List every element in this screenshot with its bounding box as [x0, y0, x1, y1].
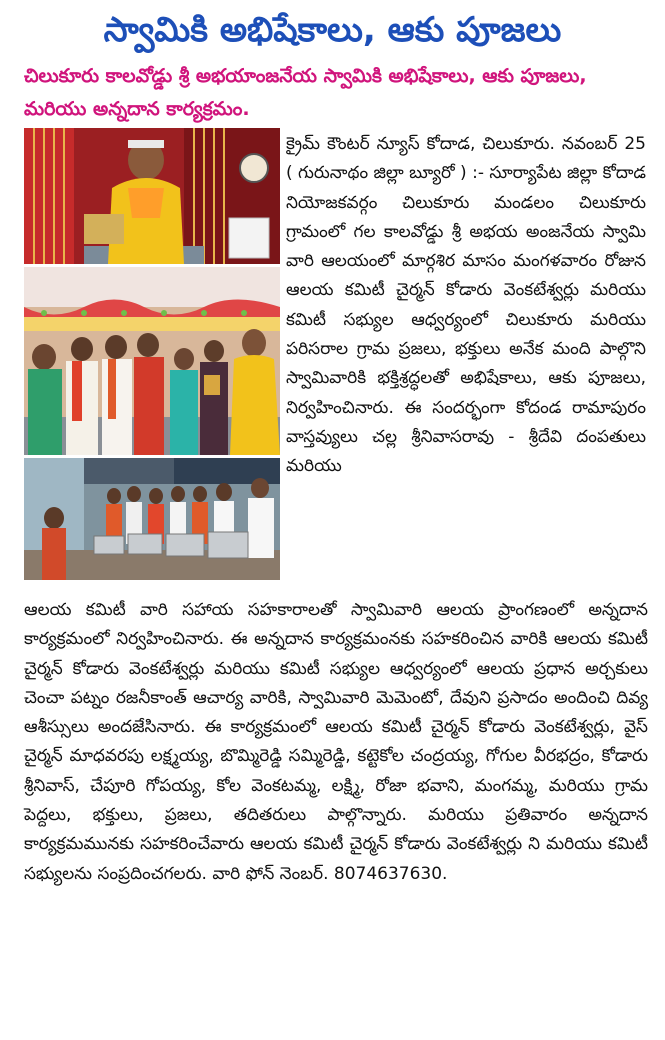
- article-headline: స్వామికి అభిషేకాలు, ఆకు పూజలు: [103, 10, 562, 50]
- next-article-cutoff: [80, 1028, 600, 1040]
- article-paragraph-top: క్రైమ్ కౌంటర్ న్యూస్ కోదాడ, చిలుకూరు. నవంబర్ 25 ( గురునాథం జిల్లా బ్యూరో ) :- సూర్యాపేట జిల్లా కోదాడ నియోజకవర్గం చిలుకూరు మండలం చిలుకూరు గ్రామంలో గల కాలవోడ్డు శ్రీ అభయ అంజనేయ స్వామి వారి ఆలయంలో మార్గశిర మాసం మంగళవారం రోజున ఆలయ కమిటీ చైర్మన్ కోడారు వెంకటేశ్వర్లు మరియు కమిటీ సభ్యుల ఆధ్వర్యంలో చిలుకూరు మరియు పరిసరాల గ్రామ ప్రజలు, భక్తులు అనేక మంది పాల్గొని స్వామివారికి భక్తిశ్రద్ధలతో అభిషేకాలు, ఆకు పూజలు, నిర్వహించినారు. ఈ సందర్భంగా కోదండ రామాపురం వాస్తవ్యులు చల్ల శ్రీనివాసరావు - శ్రీదేవి దంపతులు మరియు: [286, 134, 646, 477]
- article-subheadline: చిలుకూరు కాలవోడ్డు శ్రీ అభయాంజనేయ స్వామికి అభిషేకాలు, ఆకు పూజలు, మరియు అన్నదాన కార్యక్రమం.: [24, 65, 587, 120]
- article-body-bottom: [24, 596, 648, 889]
- photo-priest: [24, 128, 280, 264]
- photo-column: [24, 128, 280, 580]
- article-paragraph-bottom: ఆలయ కమిటీ వారి సహాయ సహకారాలతో స్వామివారి ఆలయ ప్రాంగణంలో అన్నదాన కార్యక్రమంలో నిర్వహించినారు. ఈ అన్నదాన కార్యక్రమంనకు సహకరించిన వారికి ఆలయ కమిటీ చైర్మన్ కోడారు వెంకటేశ్వర్లు మరియు కమిటీ సభ్యుల ఆధ్వర్యంలో ఆలయ ప్రధాన అర్చకులు చెంచా పట్నం రజనీకాంత్ ఆచార్య వారికి, స్వామివారి మెమెంటో, దేవుని ప్రసాదం అందించి దివ్య ఆశీస్సులు అందజేసినారు. ఈ కార్యక్రమంలో ఆలయ కమిటీ చైర్మన్ కోడారు వెంకటేశ్వర్లు, వైస్ చైర్మన్ మాధవరపు లక్ష్మయ్య, బొమ్మిరెడ్డి సమ్మిరెడ్డి, కట్టెకోల చంద్రయ్య, గోగుల వీరభద్రం, కోడారు శ్రీనివాస్, చేపూరి గోపయ్య, కోల వెంకటమ్మ, లక్ష్మి, రోజా భవాని, మంగమ్మ, మరియు గ్రామ పెద్దలు, భక్తులు, ప్రజలు, తదితరులు పాల్గొన్నారు. మరియు ప్రతివారం అన్నదాన కార్యక్రమమునకు సహకరించేవారు ఆలయ కమిటీ చైర్మన్ కోడారు వెంకటేశ్వర్లు ని మరియు కమిటీ సభ్యులను సంప్రదించగలరు. వారి ఫోన్ నెంబర్. 8074637630.: [24, 600, 648, 884]
- photo-group-memento: [24, 267, 280, 455]
- article-body-top: [286, 130, 646, 482]
- photo-annadanam: [24, 458, 280, 580]
